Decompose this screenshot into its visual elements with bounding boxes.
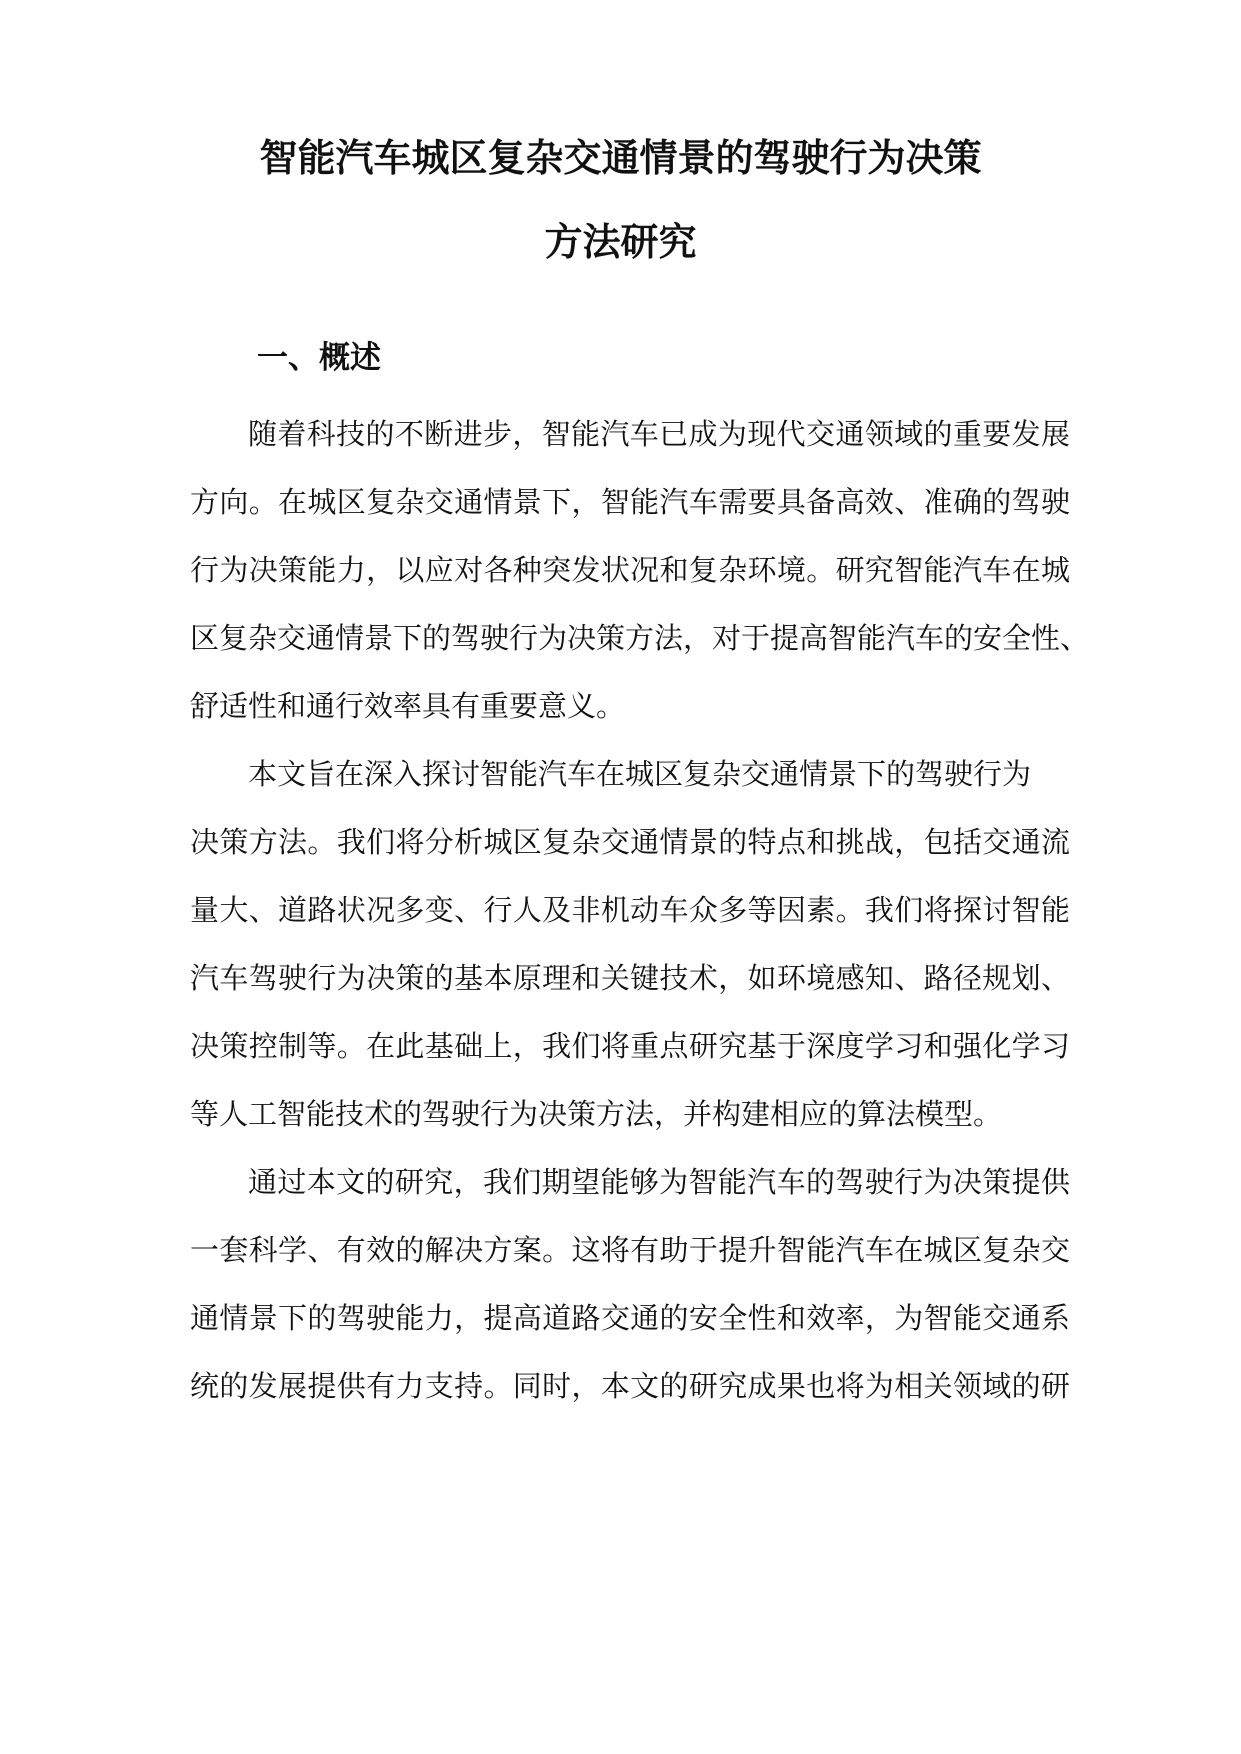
title-line-1: 智能汽车城区复杂交通情景的驾驶行为决策 <box>259 136 982 180</box>
paragraph-1-line-4: 区复杂交通情景下的驾驶行为决策方法，对于提高智能汽车的安全性、 <box>190 621 1090 655</box>
paragraph-2-line-1: 本文旨在深入探讨智能汽车在城区复杂交通情景下的驾驶行为 <box>248 757 1032 791</box>
paragraph-2-line-3: 量大、道路状况多变、行人及非机动车众多等因素。我们将探讨智能 <box>190 893 1070 927</box>
title-line-2: 方法研究 <box>544 220 697 264</box>
paragraph-3-line-1: 通过本文的研究，我们期望能够为智能汽车的驾驶行为决策提供 <box>248 1165 1070 1199</box>
paragraph-1-line-1: 随着科技的不断进步，智能汽车已成为现代交通领域的重要发展 <box>248 417 1070 451</box>
section-heading: 一、概述 <box>257 340 381 376</box>
paragraph-3-line-4: 统的发展提供有力支持。同时，本文的研究成果也将为相关领域的研 <box>190 1369 1070 1403</box>
paragraph-2-line-6: 等人工智能技术的驾驶行为决策方法，并构建相应的算法模型。 <box>190 1097 1003 1131</box>
paragraph-2-line-4: 汽车驾驶行为决策的基本原理和关键技术，如环境感知、路径规划、 <box>190 961 1070 995</box>
paragraph-3-line-3: 通情景下的驾驶能力，提高道路交通的安全性和效率，为智能交通系 <box>190 1301 1070 1335</box>
paragraph-1-line-5: 舒适性和通行效率具有重要意义。 <box>190 689 626 723</box>
paragraph-3-line-2: 一套科学、有效的解决方案。这将有助于提升智能汽车在城区复杂交 <box>190 1233 1070 1267</box>
paragraph-1-line-2: 方向。在城区复杂交通情景下，智能汽车需要具备高效、准确的驾驶 <box>190 485 1070 519</box>
paragraph-1-line-3: 行为决策能力，以应对各种突发状况和复杂环境。研究智能汽车在城 <box>190 553 1070 587</box>
paragraph-2-line-5: 决策控制等。在此基础上，我们将重点研究基于深度学习和强化学习 <box>190 1029 1070 1063</box>
paragraph-2-line-2: 决策方法。我们将分析城区复杂交通情景的特点和挑战，包括交通流 <box>190 825 1070 859</box>
